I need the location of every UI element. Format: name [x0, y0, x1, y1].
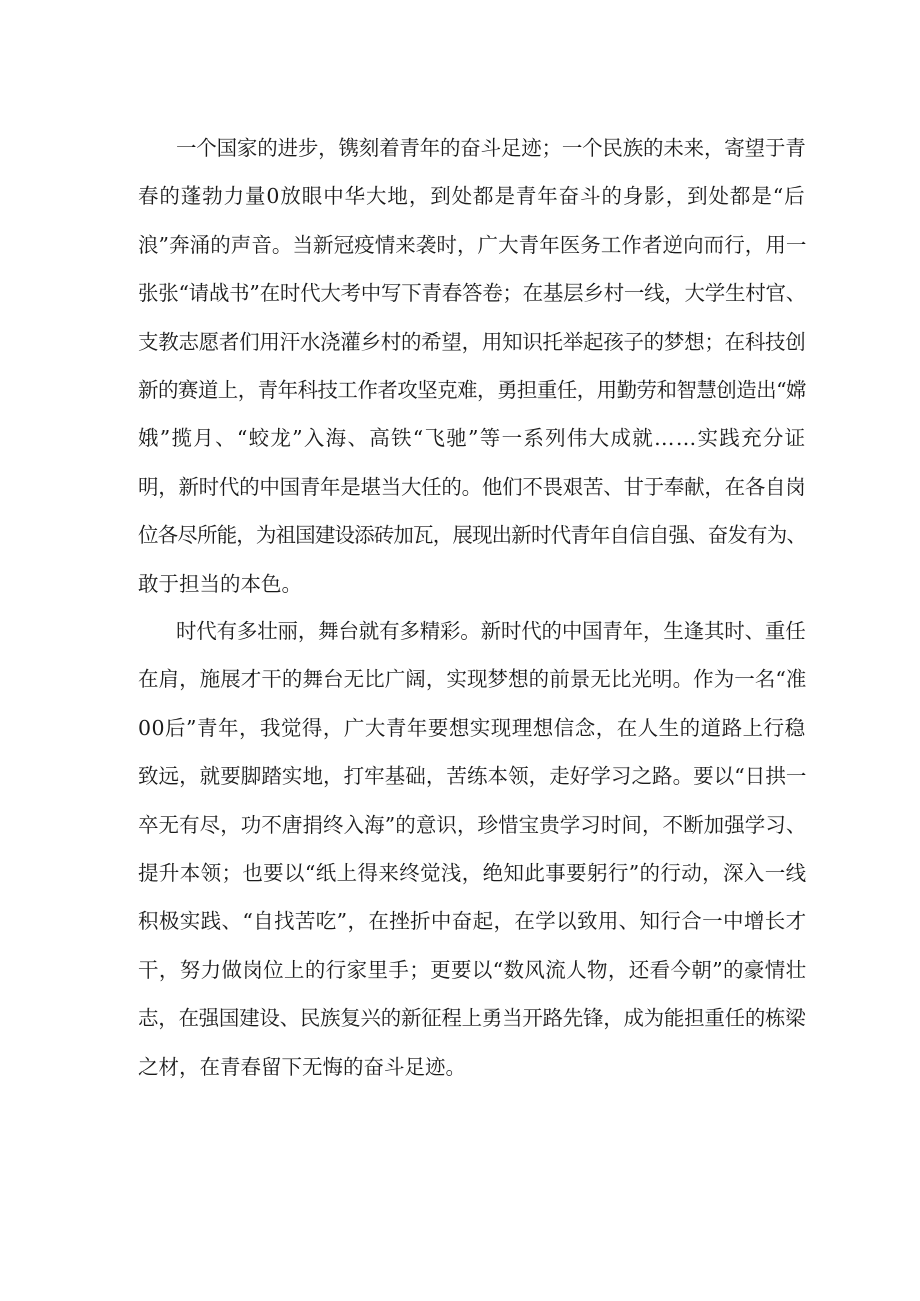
- text-line: 00后”青年，我觉得，广大青年要想实现理想信念，在人生的道路上行稳: [138, 715, 806, 740]
- text-line: 时代有多壮丽，舞台就有多精彩。新时代的中国青年，生逢其时、重任: [176, 619, 806, 643]
- text-line: 明，新时代的中国青年是堪当大任的。他们不畏艰苦、甘于奉献，在各自岗: [138, 474, 806, 499]
- text-line: 张张“请战书”在时代大考中写下青春答卷；在基层乡村一线，大学生村官、: [138, 281, 806, 306]
- text-line: 在肩，施展才干的舞台无比广阔，实现梦想的前景无比光明。作为一名“准: [138, 667, 807, 692]
- text-line: 致远，就要脚踏实地，打牢基础，苦练本领，走好学习之路。要以“日拱一: [138, 764, 807, 789]
- text-line: 之材，在青春留下无悔的奋斗足迹。: [138, 1054, 466, 1079]
- text-line: 敢于担当的本色。: [138, 571, 302, 596]
- text-line: 志，在强国建设、民族复兴的新征程上勇当开路先锋，成为能担重任的栋梁: [138, 1006, 806, 1031]
- text-line: 浪”奔涌的声音。当新冠疫情来袭时，广大青年医务工作者逆向而行，用一: [138, 232, 807, 257]
- text-line: 新的赛道上，青年科技工作者攻坚克难，勇担重任，用勤劳和智慧创造出“嫦: [138, 378, 806, 402]
- text-line: 支教志愿者们用汗水浇灌乡村的希望，用知识托举起孩子的梦想；在科技创: [138, 329, 806, 354]
- text-line: 春的蓬勃力量0放眼中华大地，到处都是青年奋斗的身影，到处都是“后: [138, 184, 806, 209]
- text-line: 娥”揽月、“蛟龙”入海、高铁“飞驰”等一系列伟大成就……实践充分证: [138, 426, 807, 451]
- text-line: 卒无有尽，功不唐捐终入海”的意识，珍惜宝贵学习时间，不断加强学习、: [138, 812, 807, 837]
- text-line: 一个国家的进步，镌刻着青年的奋斗足迹；一个民族的未来，寄望于青: [176, 136, 806, 160]
- text-line: 积极实践、“自找苦吃”，在挫折中奋起，在学以致用、知行合一中增长才: [138, 909, 807, 934]
- text-line: 位各尽所能，为祖国建设添砖加瓦，展现出新时代青年自信自强、奋发有为、: [138, 523, 806, 548]
- text-line: 干，努力做岗位上的行家里手；更要以“数风流人物，还看今朝”的豪情壮: [138, 957, 807, 982]
- text-line: 提升本领；也要以“纸上得来终觉浅，绝知此事要躬行”的行动，深入一线: [138, 861, 807, 885]
